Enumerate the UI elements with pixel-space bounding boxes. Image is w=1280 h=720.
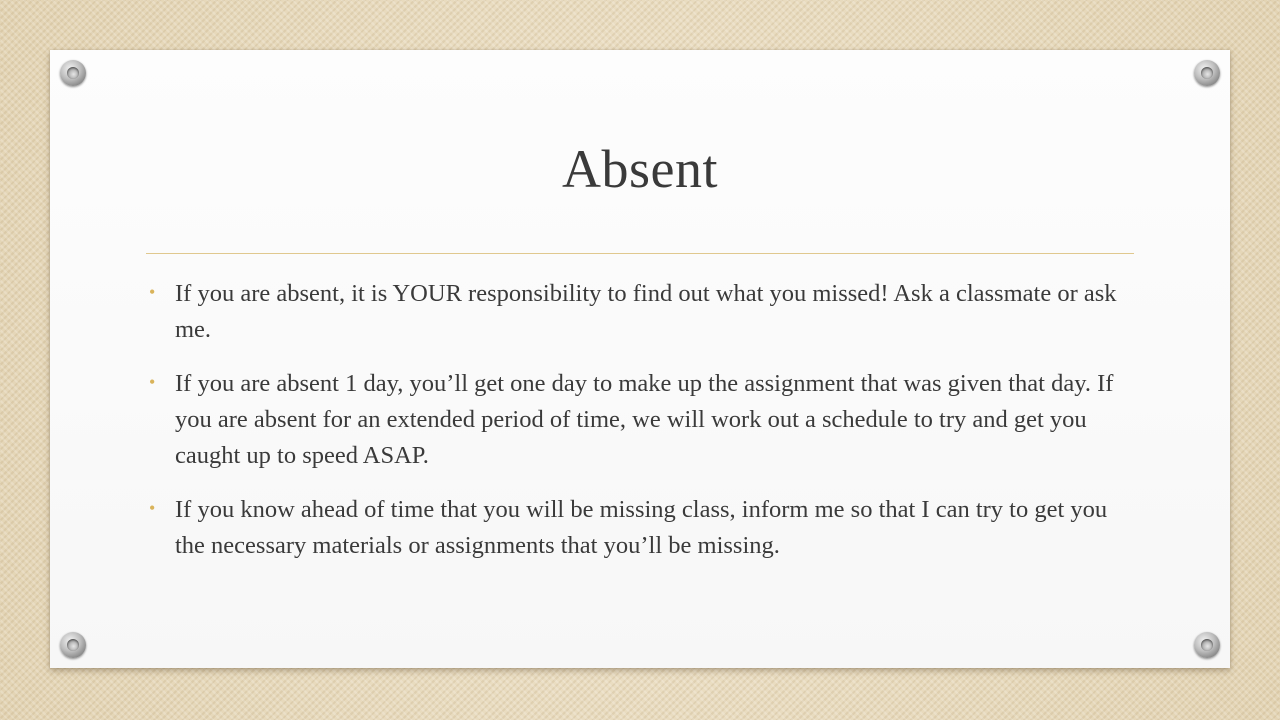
slide-title: Absent bbox=[562, 139, 718, 199]
grommet-top-left-icon bbox=[60, 60, 86, 86]
bullet-text-1: If you are absent, it is YOUR responsibility to find out what you missed! Ask a classmate or ask me. bbox=[175, 280, 1117, 343]
grommet-top-right-icon bbox=[1194, 60, 1220, 86]
bullet-item-3 bbox=[146, 492, 1136, 564]
bullet-item-1 bbox=[146, 276, 1136, 348]
bullet-dot-icon: • bbox=[149, 498, 156, 518]
bullet-dot-icon: • bbox=[149, 372, 156, 392]
bullet-list bbox=[146, 276, 1136, 582]
bullet-item-2 bbox=[146, 366, 1136, 474]
bullet-text-3: If you know ahead of time that you will be missing class, inform me so that I can try to get you the necessary materials or assignments that you’ll be missing. bbox=[175, 496, 1108, 559]
bullet-text-2: If you are absent 1 day, you’ll get one day to make up the assignment that was given that day. If you are absent for an extended period of time, we will work out a schedule to try and get you caught up to speed ASAP. bbox=[175, 370, 1114, 469]
grommet-bottom-right-icon bbox=[1194, 632, 1220, 658]
bullet-dot-icon: • bbox=[149, 282, 156, 302]
grommet-bottom-left-icon bbox=[60, 632, 86, 658]
title-divider bbox=[146, 253, 1134, 254]
